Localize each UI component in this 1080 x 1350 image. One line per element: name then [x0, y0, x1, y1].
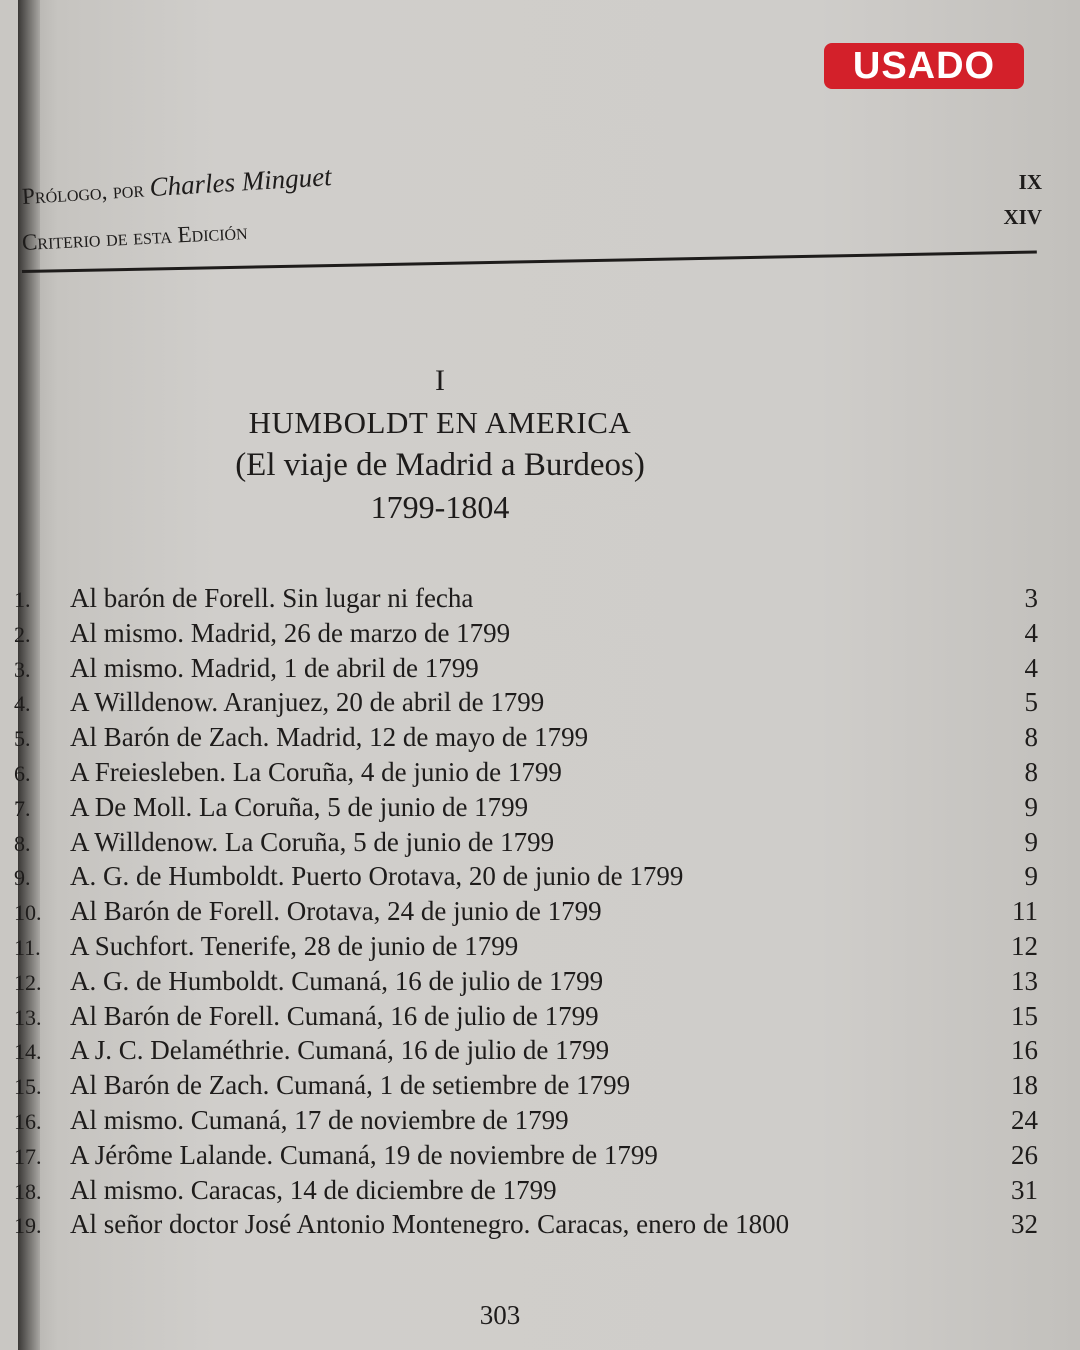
entry-number: 10.: [14, 900, 42, 926]
toc-entry: [0, 1035, 1060, 1069]
entry-number: 6.: [14, 761, 31, 786]
entry-text: A De Moll. La Coruña, 5 de junio de 1799: [70, 791, 529, 822]
entry-page: 26: [1011, 1139, 1038, 1170]
entry-page: 11: [1012, 896, 1038, 927]
section-number: I: [435, 364, 445, 397]
section-title: HUMBOLDT EN AMERICA: [248, 405, 632, 440]
entry-page: 4: [1024, 652, 1038, 683]
entry-text: Al Barón de Zach. Cumaná, 1 de setiembre de 1799: [70, 1070, 631, 1101]
front-matter-page: IX: [1018, 170, 1042, 194]
toc-entry: [0, 827, 1060, 861]
section-years: 1799-1804: [370, 489, 510, 525]
front-matter-page: XIV: [1003, 205, 1042, 229]
entry-text: Al Barón de Forell. Cumaná, 16 de julio de 1799: [70, 1000, 599, 1031]
entry-page: 3: [1024, 583, 1038, 613]
page-number: 303: [479, 1300, 521, 1330]
entry-text: Al mismo. Cumaná, 17 de noviembre de 1799: [70, 1105, 569, 1135]
entry-page: 9: [1024, 861, 1038, 892]
toc-entry: [0, 896, 1060, 930]
toc-entry: [0, 792, 1060, 826]
entry-page: 9: [1024, 791, 1038, 822]
entry-number: 3.: [14, 656, 31, 682]
toc-entry: [0, 618, 1060, 652]
entry-text: A Willdenow. Aranjuez, 20 de abril de 1799: [70, 687, 545, 718]
entry-text: A Willdenow. La Coruña, 5 de junio de 1799: [70, 826, 555, 857]
toc-entry: [0, 653, 1060, 687]
toc-entry: [0, 1001, 1060, 1035]
entry-page: 9: [1024, 826, 1038, 857]
used-badge-label: USADO: [852, 44, 996, 87]
entry-number: 12.: [14, 969, 42, 995]
section-heading: [180, 360, 700, 528]
entry-text: A Suchfort. Tenerife, 28 de junio de 1799: [70, 931, 519, 961]
front-matter-author: Charles Minguet: [148, 161, 333, 203]
entry-page: 8: [1024, 757, 1038, 787]
toc-entry: [0, 931, 1060, 965]
entry-number: 2.: [14, 621, 31, 647]
toc-entry: [0, 861, 1060, 895]
entry-page: 16: [1011, 1035, 1038, 1066]
entry-text: Al mismo. Caracas, 14 de diciembre de 1799: [70, 1174, 557, 1205]
front-matter-label: Criterio de esta Edición: [21, 218, 249, 255]
entry-text: Al señor doctor José Antonio Montenegro. Caracas, enero de 1800: [70, 1209, 790, 1240]
section-subtitle: (El viaje de Madrid a Burdeos): [235, 447, 645, 483]
entry-page: 18: [1011, 1070, 1038, 1101]
used-badge: [824, 43, 1024, 89]
entry-page: 15: [1011, 1000, 1038, 1031]
entry-number: 18.: [14, 1178, 42, 1204]
entry-text: Al mismo. Madrid, 1 de abril de 1799: [70, 652, 479, 683]
entry-number: 7.: [14, 795, 31, 821]
entry-text: Al Barón de Zach. Madrid, 12 de mayo de 1799: [70, 722, 589, 753]
toc-entry: [0, 966, 1060, 1000]
entry-text: A. G. de Humboldt. Puerto Orotava, 20 de junio de 1799: [70, 861, 684, 892]
entry-page: 31: [1011, 1174, 1038, 1205]
toc-entry: [0, 1209, 1060, 1243]
entry-text: Al Barón de Forell. Orotava, 24 de junio de 1799: [70, 896, 602, 927]
toc-entry: [0, 757, 1060, 791]
entry-page: 13: [1011, 965, 1038, 996]
entry-page: 5: [1024, 687, 1038, 718]
entry-page: 4: [1024, 617, 1038, 648]
entry-text: Al mismo. Madrid, 26 de marzo de 1799: [70, 617, 511, 648]
entry-number: 9.: [14, 865, 31, 891]
entry-number: 4.: [14, 691, 31, 717]
entry-text: A. G. de Humboldt. Cumaná, 16 de julio de 1799: [70, 965, 604, 996]
entry-number: 14.: [14, 1039, 42, 1065]
entry-number: 5.: [14, 726, 31, 752]
entry-number: 1.: [14, 587, 31, 612]
entry-number: 15.: [14, 1074, 42, 1100]
toc-entry: [0, 583, 1060, 617]
entry-number: 19.: [14, 1213, 42, 1239]
entry-text: Al barón de Forell. Sin lugar ni fecha: [70, 583, 474, 613]
entry-page: 32: [1011, 1209, 1038, 1240]
entry-text: A Jérôme Lalande. Cumaná, 19 de noviembre de 1799: [70, 1139, 658, 1170]
toc-entry: [0, 722, 1060, 756]
toc-entry: [0, 687, 1060, 721]
toc-entry: [0, 1175, 1060, 1209]
entry-page: 24: [1011, 1105, 1038, 1135]
front-matter-label: Prólogo, por: [21, 176, 145, 209]
toc-entry: [0, 1070, 1060, 1104]
entry-number: 11.: [14, 935, 41, 960]
entry-number: 16.: [14, 1109, 42, 1134]
toc-entry: [0, 1140, 1060, 1174]
entry-text: A Freiesleben. La Coruña, 4 de junio de 1799: [70, 757, 562, 787]
entry-number: 17.: [14, 1143, 42, 1169]
toc-entry: [0, 1105, 1060, 1139]
entry-page: 8: [1024, 722, 1038, 753]
entry-number: 8.: [14, 830, 31, 856]
entry-number: 13.: [14, 1004, 42, 1030]
entry-page: 12: [1011, 931, 1038, 961]
entry-text: A J. C. Delaméthrie. Cumaná, 16 de julio de 1799: [70, 1035, 610, 1066]
